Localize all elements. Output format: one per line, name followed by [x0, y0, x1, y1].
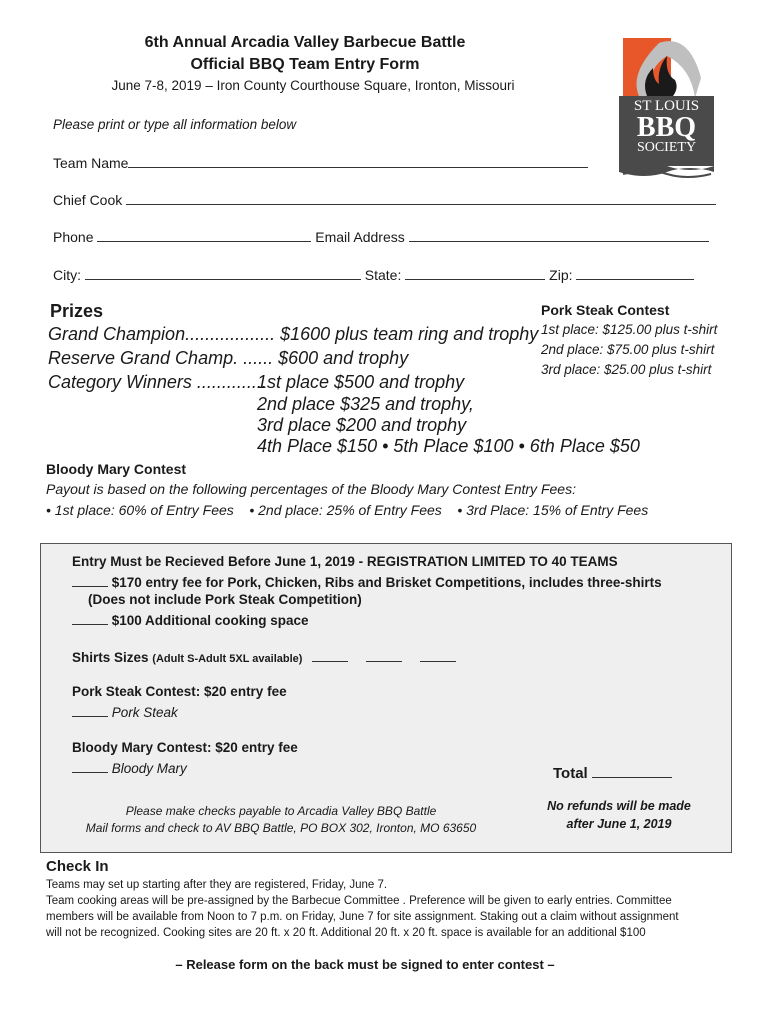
city-field[interactable]	[85, 266, 361, 280]
checks-payable-note: Please make checks payable to Arcadia Valley BBQ Battle	[125, 804, 437, 818]
pork-steak-entry-heading: Pork Steak Contest: $20 entry fee	[72, 684, 287, 699]
pork-steak-first-place: 1st place: $125.00 plus t-shirt	[541, 322, 718, 337]
bloody-mary-entry-heading: Bloody Mary Contest: $20 entry fee	[72, 740, 298, 755]
entry-fee-text: $170 entry fee for Pork, Chicken, Ribs and Brisket Competitions, includes three-shirts	[111, 575, 662, 590]
st-louis-bbq-society-logo	[619, 38, 714, 178]
reserve-grand-champion-prize: Reserve Grand Champ. ...... $600 and trophy	[48, 348, 409, 368]
mail-to-note: Mail forms and check to AV BBQ Battle, PO BOX 302, Ironton, MO 63650	[85, 821, 477, 835]
bloody-mary-heading: Bloody Mary Contest	[46, 461, 187, 477]
check-in-line-1: Teams may set up starting after they are registered, Friday, June 7.	[46, 879, 388, 891]
entry-fee-box	[40, 543, 732, 853]
shirt-size-field-3[interactable]	[420, 648, 456, 662]
shirt-sizes-row	[72, 648, 456, 665]
pork-steak-prizes-heading: Pork Steak Contest	[541, 302, 670, 318]
prizes-heading: Prizes	[50, 301, 104, 321]
check-in-line-4: will not be recognized. Cooking sites are 20 ft. x 20 ft. Additional 20 ft. x 20 ft. space is available for an additional $100	[46, 927, 646, 939]
email-field[interactable]	[409, 228, 709, 242]
check-in-line-3: members will be available from Noon to 7 p.m. on Friday, June 7 for site assignment. Staking out a claim without assignment	[46, 911, 679, 923]
chief-cook-label: Chief Cook	[53, 192, 123, 208]
phone-field[interactable]	[97, 228, 311, 242]
pork-steak-entry-row	[72, 703, 178, 720]
form-instruction: Please print or type all information below	[53, 117, 297, 132]
cooking-space-checkbox[interactable]	[72, 611, 108, 625]
logo-text-bbq: BBQ	[636, 112, 697, 143]
shirt-size-field-2[interactable]	[366, 648, 402, 662]
email-label: Email Address	[315, 229, 405, 245]
pork-steak-second-place: 2nd place: $75.00 plus t-shirt	[541, 342, 715, 357]
entry-fee-checkbox[interactable]	[72, 573, 108, 587]
no-refunds-line-2: after June 1, 2019	[566, 817, 672, 831]
total-label: Total	[553, 765, 588, 782]
shirt-size-field-1[interactable]	[312, 648, 348, 662]
pork-steak-third-place: 3rd place: $25.00 plus t-shirt	[541, 362, 712, 377]
category-winners-label: Category Winners ..............	[48, 372, 267, 392]
total-row	[553, 764, 672, 782]
zip-field[interactable]	[576, 266, 694, 280]
entry-fee-row	[72, 573, 662, 590]
team-name-row	[53, 154, 588, 171]
bloody-mary-checkbox[interactable]	[72, 759, 108, 773]
city-state-zip-row	[53, 266, 694, 283]
release-form-notice: – Release form on the back must be signed to enter contest –	[175, 957, 555, 972]
bloody-mary-entry-row	[72, 759, 187, 776]
shirt-sizes-label: Shirts Sizes	[72, 650, 149, 665]
team-name-field[interactable]	[128, 154, 588, 168]
check-in-line-2: Team cooking areas will be pre-assigned by the Barbecue Committee . Preference will be given to early entries. Committee	[46, 895, 672, 907]
chief-cook-field[interactable]	[126, 191, 716, 205]
no-refunds-line-1: No refunds will be made	[547, 799, 691, 813]
phone-label: Phone	[53, 229, 94, 245]
total-field[interactable]	[592, 764, 672, 778]
pork-steak-checkbox[interactable]	[72, 703, 108, 717]
category-second-place: 2nd place $325 and trophy,	[257, 394, 474, 414]
event-date-location: June 7-8, 2019 – Iron County Courthouse Square, Ironton, Missouri	[111, 78, 515, 93]
category-third-place: 3rd place $200 and trophy	[257, 415, 467, 435]
category-first-place: 1st place $500 and trophy	[257, 372, 465, 392]
form-title: 6th Annual Arcadia Valley Barbecue Battle	[144, 34, 466, 51]
bloody-mary-payout: Payout is based on the following percentages of the Bloody Mary Contest Entry Fees:	[46, 481, 576, 497]
chief-cook-row	[53, 191, 716, 208]
state-label: State:	[364, 267, 402, 283]
logo-text-society: SOCIETY	[636, 140, 697, 155]
bloody-mary-entry-text: Bloody Mary	[111, 761, 187, 776]
cooking-space-text: $100 Additional cooking space	[111, 613, 309, 628]
check-in-heading: Check In	[46, 858, 109, 875]
pork-steak-entry-text: Pork Steak	[111, 705, 178, 720]
grand-champion-prize: Grand Champion.................. $1600 plus team ring and trophy	[48, 324, 539, 344]
cooking-space-row	[72, 611, 309, 628]
state-field[interactable]	[405, 266, 545, 280]
logo-text-st-louis: ST LOUIS	[633, 98, 700, 114]
phone-email-row	[53, 228, 709, 245]
shirt-sizes-note: (Adult S-Adult 5XL available)	[152, 653, 303, 665]
entry-fee-note: (Does not include Pork Steak Competition)	[88, 592, 362, 607]
team-name-label: Team Name	[53, 155, 129, 171]
form-subtitle-official: Official BBQ Team Entry Form	[190, 56, 420, 73]
bloody-mary-percentages: • 1st place: 60% of Entry Fees • 2nd place: 25% of Entry Fees • 3rd Place: 15% of Entry Fees	[46, 502, 649, 518]
category-fourth-sixth-place: 4th Place $150 • 5th Place $100 • 6th Place $50	[257, 436, 640, 456]
entry-deadline: Entry Must be Recieved Before June 1, 2019 - REGISTRATION LIMITED TO 40 TEAMS	[72, 554, 618, 569]
city-label: City:	[53, 267, 81, 283]
zip-label: Zip:	[549, 267, 573, 283]
